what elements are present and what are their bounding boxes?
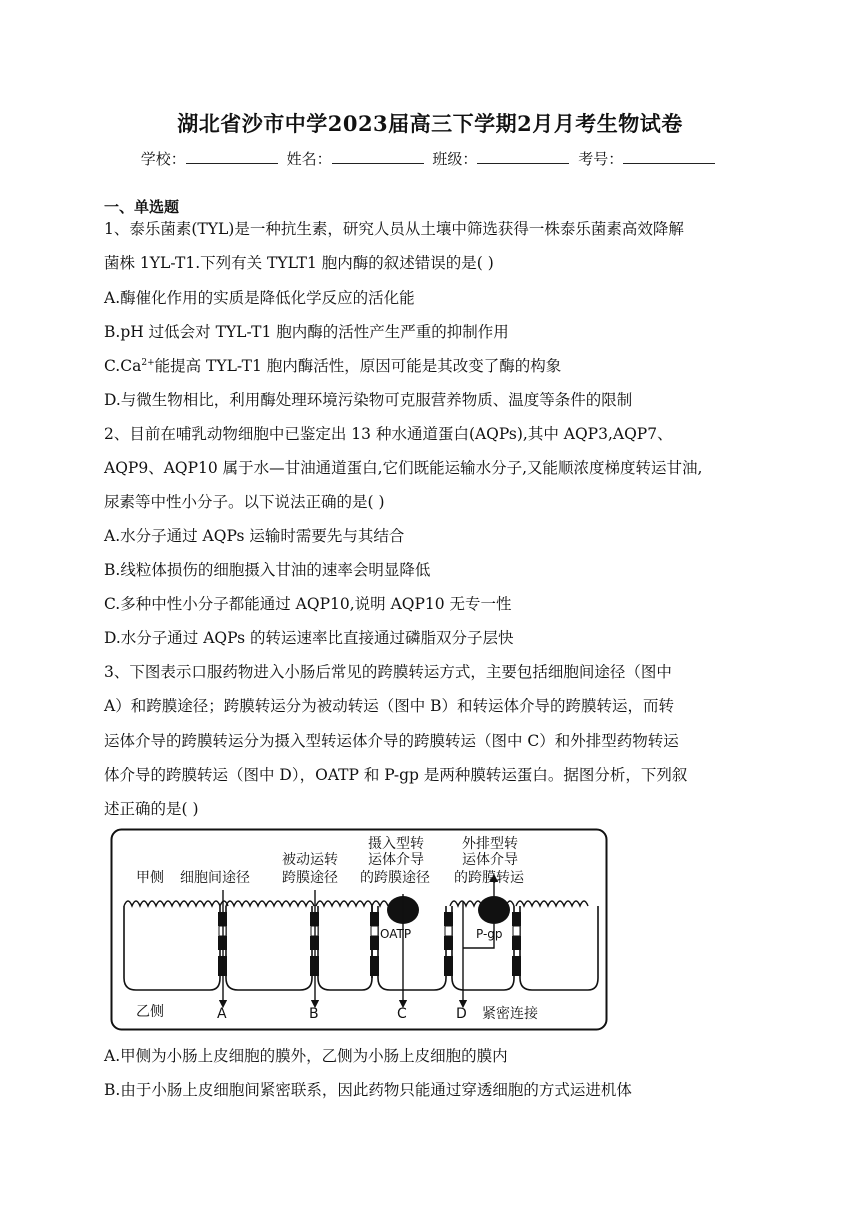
oatp-label: OATP bbox=[380, 927, 412, 941]
side-top-label: 甲侧 bbox=[136, 870, 164, 886]
q2-stem-line-1: 2、目前在哺乳动物细胞中已鉴定出 13 种水通道蛋白(AQPs),其中 AQP3,AQP7、 bbox=[104, 425, 673, 443]
class-blank[interactable] bbox=[477, 149, 569, 164]
q2-option-b: B.线粒体损伤的细胞摄入甘油的速率会明显降低 bbox=[104, 561, 431, 579]
pgp-transporter bbox=[478, 896, 510, 924]
route-uptake-label-2: 运体介导 bbox=[368, 852, 424, 868]
class-label: 班级： bbox=[432, 150, 478, 168]
q1-option-a: A.酶催化作用的实质是降低化学反应的活化能 bbox=[104, 289, 415, 307]
side-bottom-label: 乙侧 bbox=[136, 1004, 164, 1020]
q1-option-b: B.pH 过低会对 TYL-T1 胞内酶的活性产生严重的抑制作用 bbox=[104, 323, 509, 341]
route-uptake-label-3: 的跨膜途径 bbox=[360, 870, 430, 886]
route-c-label: C bbox=[397, 1006, 407, 1022]
route-efflux-label-2: 运体介导 bbox=[462, 852, 518, 868]
school-blank[interactable] bbox=[186, 149, 278, 164]
name-label: 姓名： bbox=[286, 150, 332, 168]
q1-option-c-superscript: 2+ bbox=[141, 358, 155, 368]
route-passive-label-2: 跨膜途径 bbox=[282, 870, 338, 886]
student-info-row bbox=[0, 148, 860, 169]
route-b-label: B bbox=[309, 1006, 319, 1022]
school-label: 学校： bbox=[140, 150, 186, 168]
tight-junction-label: 紧密连接 bbox=[482, 1006, 538, 1022]
route-paracellular-label: 细胞间途径 bbox=[180, 870, 250, 886]
q1-option-c-text: 能提高 TYL-T1 胞内酶活性，原因可能是其改变了酶的构象 bbox=[154, 357, 562, 375]
exam-number-blank[interactable] bbox=[623, 149, 715, 164]
section-heading: 一、单选题 bbox=[104, 198, 180, 216]
transport-diagram-svg bbox=[110, 828, 610, 1032]
route-passive-label-1: 被动运转 bbox=[282, 852, 338, 868]
q3-stem-line-2: A）和跨膜途径；跨膜转运分为被动转运（图中 B）和转运体介导的跨膜转运，而转 bbox=[104, 697, 675, 715]
page-title: 湖北省沙市中学2023届高三下学期2月月考生物试卷 bbox=[177, 111, 683, 136]
q1-option-d: D.与微生物相比，利用酶处理环境污染物可克服营养物质、温度等条件的限制 bbox=[104, 391, 633, 409]
q3-stem-line-1: 3、下图表示口服药物进入小肠后常见的跨膜转运方式，主要包括细胞间途径（图中 bbox=[104, 663, 672, 681]
exam-number-label: 考号： bbox=[578, 150, 624, 168]
q1-option-c bbox=[104, 356, 561, 376]
q2-stem-line-3: 尿素等中性小分子。以下说法正确的是( ) bbox=[104, 493, 385, 511]
diagram-frame bbox=[112, 830, 607, 1030]
q2-option-c: C.多种中性小分子都能通过 AQP10,说明 AQP10 无专一性 bbox=[104, 595, 512, 613]
route-efflux-label-3: 的跨膜转运 bbox=[454, 870, 524, 886]
q3-stem-line-3: 运体介导的跨膜转运分为摄入型转运体介导的跨膜转运（图中 C）和外排型药物转运 bbox=[104, 732, 679, 750]
q2-option-d: D.水分子通过 AQPs 的转运速率比直接通过磷脂双分子层快 bbox=[104, 629, 514, 647]
transport-diagram bbox=[110, 828, 610, 1032]
name-blank[interactable] bbox=[332, 149, 424, 164]
route-uptake-label-1: 摄入型转 bbox=[368, 836, 424, 852]
pgp-label: P-gp bbox=[476, 927, 503, 941]
q3-option-b: B.由于小肠上皮细胞间紧密联系，因此药物只能通过穿透细胞的方式运进机体 bbox=[104, 1081, 632, 1099]
route-a-label: A bbox=[217, 1006, 227, 1022]
route-d-label: D bbox=[456, 1006, 467, 1022]
route-efflux-label-1: 外排型转 bbox=[462, 836, 518, 852]
q2-stem-line-2: AQP9、AQP10 属于水—甘油通道蛋白,它们既能运输水分子,又能顺浓度梯度转运甘油, bbox=[104, 459, 703, 477]
q3-stem-line-4: 体介导的跨膜转运（图中 D），OATP 和 P-gp 是两种膜转运蛋白。据图分析，下列叙 bbox=[104, 766, 688, 784]
q1-option-c-prefix: C.Ca bbox=[104, 357, 142, 375]
q3-option-a: A.甲侧为小肠上皮细胞的膜外，乙侧为小肠上皮细胞的膜内 bbox=[104, 1047, 508, 1065]
q1-stem-line-1: 1、泰乐菌素(TYL)是一种抗生素，研究人员从土壤中筛选获得一株泰乐菌素高效降解 bbox=[104, 220, 684, 238]
q2-option-a: A.水分子通过 AQPs 运输时需要先与其结合 bbox=[104, 527, 405, 545]
q1-stem-line-2: 菌株 1YL-T1.下列有关 TYLT1 胞内酶的叙述错误的是( ) bbox=[104, 254, 494, 272]
q3-stem-line-5: 述正确的是( ) bbox=[104, 800, 199, 818]
